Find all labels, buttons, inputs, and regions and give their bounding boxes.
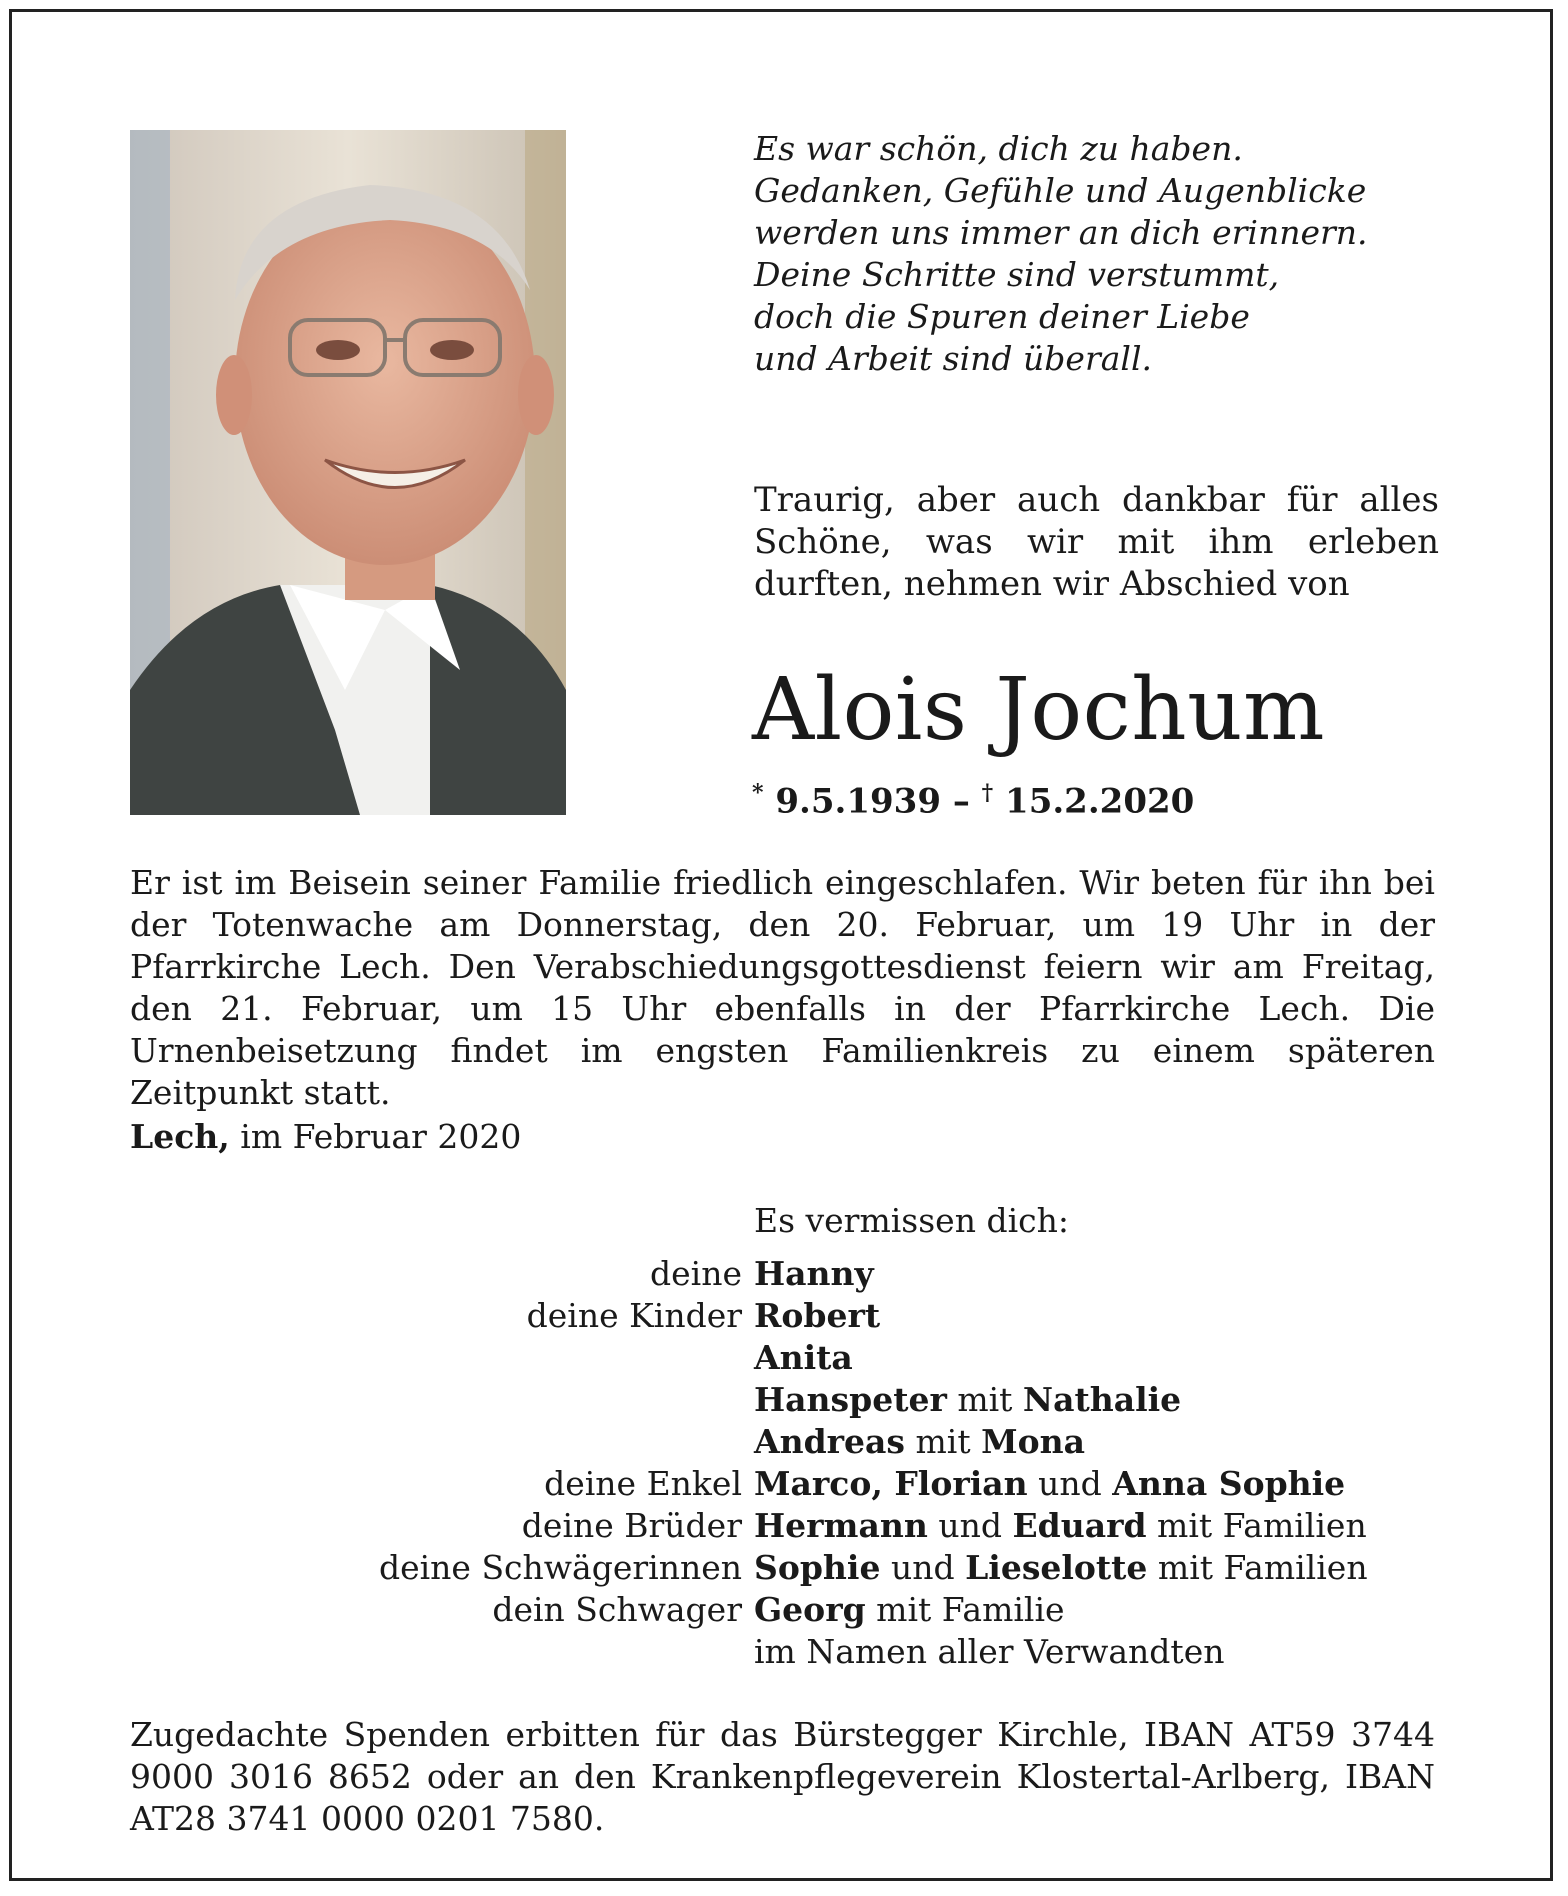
donations-text: Zugedachte Spenden erbitten für das Bürstegger Kirchle, IBAN AT59 3744 9000 3016 8652 oder an den Krankenpflegeverein Klostertal-Arlberg, IBAN AT28 3741 0000 0201 7580. bbox=[130, 1715, 1435, 1838]
mourner-name: Andreas bbox=[754, 1422, 906, 1461]
mourner-row bbox=[130, 1337, 1440, 1379]
mourners-heading: Es vermissen dich: bbox=[754, 1201, 1069, 1240]
poem-line: Deine Schritte sind verstummt, bbox=[754, 255, 1280, 294]
mourner-connector: mit Familien bbox=[1146, 1506, 1367, 1545]
mourner-name: Hanspeter bbox=[754, 1380, 947, 1419]
mourner-row bbox=[130, 1505, 1440, 1547]
mourner-names bbox=[754, 1421, 1085, 1463]
mourner-relation bbox=[130, 1379, 754, 1421]
mourner-relation: dein Schwager bbox=[492, 1590, 742, 1629]
mourner-connector: mit bbox=[905, 1422, 982, 1461]
mourner-row bbox=[130, 1295, 1440, 1337]
mourner-row bbox=[130, 1421, 1440, 1463]
mourner-name: Sophie bbox=[754, 1548, 881, 1587]
poem-line: und Arbeit sind überall. bbox=[754, 339, 1152, 378]
mourner-relation bbox=[130, 1337, 754, 1379]
portrait-photo bbox=[130, 130, 566, 815]
mourner-relation: deine Enkel bbox=[544, 1464, 742, 1503]
mourner-names bbox=[754, 1547, 1368, 1589]
mourner-name: Georg bbox=[754, 1590, 866, 1629]
mourner-row bbox=[130, 1379, 1440, 1421]
mourner-connector: und bbox=[1027, 1464, 1113, 1503]
mourners-list bbox=[130, 1253, 1440, 1673]
birth-date: 9.5.1939 bbox=[775, 781, 941, 822]
mourner-row bbox=[130, 1253, 1440, 1295]
poem-line: doch die Spuren deiner Liebe bbox=[754, 297, 1250, 336]
mourner-names bbox=[754, 1379, 1181, 1421]
death-date: 15.2.2020 bbox=[1005, 781, 1195, 822]
deceased-name: Alois Jochum bbox=[752, 660, 1326, 760]
poem-line: Gedanken, Gefühle und Augenblicke bbox=[754, 171, 1367, 210]
mourner-name: Hanny bbox=[754, 1254, 874, 1293]
mourner-name: Nathalie bbox=[1022, 1380, 1182, 1419]
birth-symbol: * bbox=[752, 780, 764, 806]
mourner-names bbox=[754, 1463, 1345, 1505]
mourner-names bbox=[754, 1295, 880, 1337]
ceremony-details: Er ist im Beisein seiner Familie friedlich eingeschlafen. Wir beten für ihn bei der Totenwache am Donnerstag, den 20. Februar, um 19 Uhr in der Pfarrkirche Lech. Den Verabschiedungsgottesdienst feiern wir am Freitag, den 21. Februar, um 15 Uhr ebenfalls in der Pfarrkirche Lech. Die Urnenbeisetzung findet im engsten Familienkreis zu einem späteren Zeitpunkt statt. bbox=[130, 863, 1435, 1112]
mourner-relation bbox=[130, 1631, 754, 1673]
life-dates bbox=[752, 780, 1194, 821]
mourner-name: Eduard bbox=[1012, 1506, 1147, 1545]
mourner-connector: mit Familien bbox=[1147, 1548, 1368, 1587]
mourner-relation: deine bbox=[650, 1254, 742, 1293]
mourner-connector: mit Familie bbox=[865, 1590, 1065, 1629]
mourner-connector: im Namen aller Verwandten bbox=[754, 1632, 1225, 1671]
mourner-names bbox=[754, 1631, 1224, 1673]
place-date bbox=[130, 1117, 521, 1156]
mourner-row bbox=[130, 1631, 1440, 1673]
mourner-name: Anna Sophie bbox=[1112, 1464, 1346, 1503]
mourner-relation: deine Schwägerinnen bbox=[378, 1548, 742, 1587]
mourner-connector: und bbox=[927, 1506, 1013, 1545]
intro-text: Traurig, aber auch dankbar für alles Schöne, was wir mit ihm erleben durften, nehmen wir Abschied von bbox=[754, 480, 1439, 604]
memorial-poem bbox=[754, 128, 1454, 380]
mourner-names bbox=[754, 1505, 1367, 1547]
mourner-relation: deine Kinder bbox=[526, 1296, 742, 1335]
mourner-connector: und bbox=[880, 1548, 966, 1587]
mourner-name: Marco, Florian bbox=[754, 1464, 1028, 1503]
mourner-names bbox=[754, 1253, 874, 1295]
mourner-name: Robert bbox=[754, 1296, 881, 1335]
mourner-relation bbox=[130, 1421, 754, 1463]
place-town: Lech, bbox=[130, 1117, 230, 1156]
mourner-names bbox=[754, 1589, 1065, 1631]
mourner-names bbox=[754, 1337, 853, 1379]
poem-line: werden uns immer an dich erinnern. bbox=[754, 213, 1368, 252]
mourner-connector: mit bbox=[946, 1380, 1023, 1419]
mourner-name: Hermann bbox=[754, 1506, 928, 1545]
mourner-row bbox=[130, 1463, 1440, 1505]
death-symbol: † bbox=[981, 780, 994, 806]
mourner-row bbox=[130, 1547, 1440, 1589]
poem-line: Es war schön, dich zu haben. bbox=[754, 129, 1243, 168]
mourner-relation: deine Brüder bbox=[521, 1506, 742, 1545]
portrait-image bbox=[130, 130, 566, 815]
date-dash: – bbox=[952, 781, 970, 822]
mourner-name: Lieselotte bbox=[965, 1548, 1148, 1587]
mourner-name: Mona bbox=[981, 1422, 1086, 1461]
mourner-name: Anita bbox=[754, 1338, 853, 1377]
place-month: im Februar 2020 bbox=[240, 1117, 522, 1156]
mourner-row bbox=[130, 1589, 1440, 1631]
